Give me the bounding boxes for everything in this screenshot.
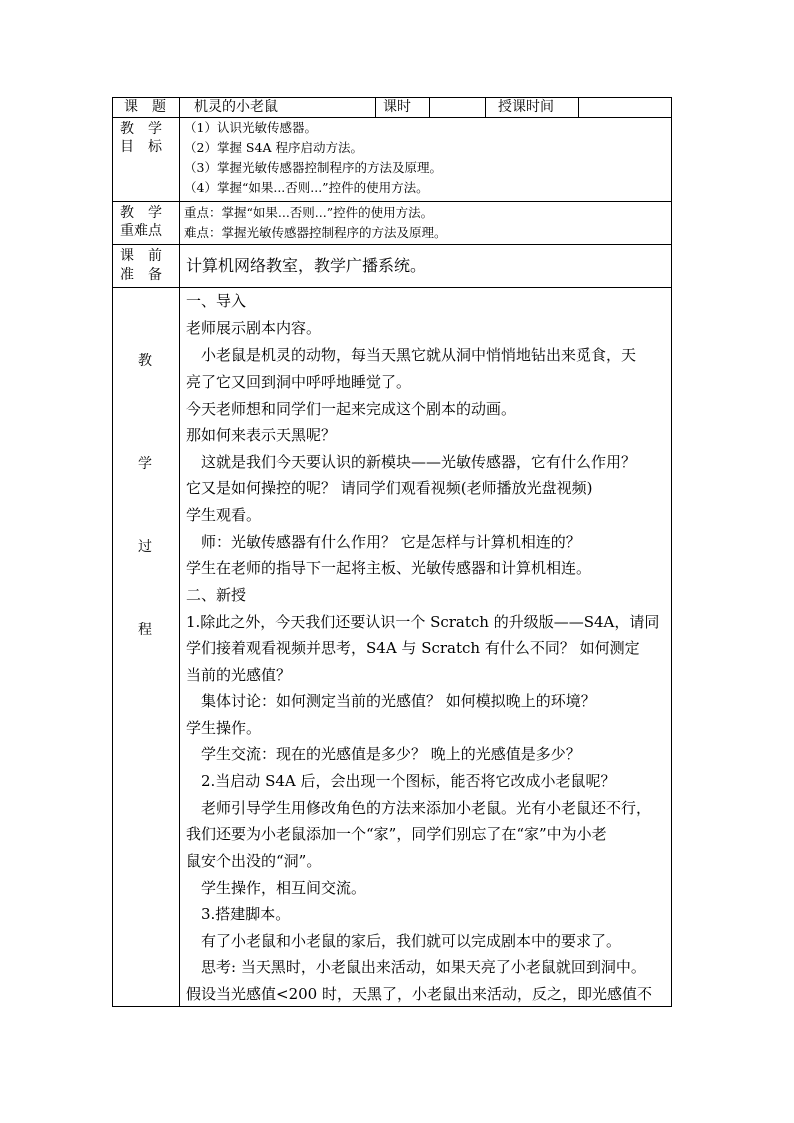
process-line: 学生操作，相互间交流。 bbox=[186, 879, 367, 897]
process-line: 今天老师想和同学们一起来完成这个剧本的动画。 bbox=[186, 400, 517, 418]
table-border-right bbox=[671, 97, 672, 1007]
preparation-label: 课 前 bbox=[120, 248, 162, 264]
process-line: 1.除此之外，今天我们还要认识一个 Scratch 的升级版——S4A，请同 bbox=[186, 613, 660, 631]
goals-label: 教 学 bbox=[120, 121, 162, 137]
hours-label: 课时 bbox=[383, 99, 411, 115]
keypoint-item: 难点：掌握光敏传感器控制程序的方法及原理。 bbox=[184, 225, 447, 240]
row-divider bbox=[112, 244, 672, 245]
process-label-char: 程 bbox=[138, 622, 152, 638]
goals-label: 目 标 bbox=[120, 139, 162, 155]
row-divider bbox=[112, 117, 672, 118]
topic-value: 机灵的小老鼠 bbox=[194, 99, 278, 115]
process-line: 我们还要为小老鼠添加一个“家”，同学们别忘了在“家”中为小老 bbox=[186, 825, 607, 843]
preparation-label: 准 备 bbox=[120, 267, 162, 283]
label-column-divider bbox=[179, 97, 180, 1007]
process-line: 集体讨论：如何测定当前的光感值？ 如何模拟晚上的环境？ bbox=[186, 692, 596, 710]
process-line: 亮了它又回到洞中呼呼地睡觉了。 bbox=[186, 373, 412, 391]
process-line: 小老鼠是机灵的动物，每当天黑它就从洞中悄悄地钻出来觅食，天 bbox=[186, 346, 637, 364]
process-line: 假设当光感值<200 时，天黑了，小老鼠出来活动，反之，即光感值不 bbox=[186, 985, 652, 1003]
keypoints-label: 重难点 bbox=[120, 223, 162, 239]
header-divider bbox=[485, 97, 486, 118]
goal-item: （2）掌握 S4A 程序启动方法。 bbox=[184, 140, 363, 155]
row-divider bbox=[112, 201, 672, 202]
process-label-char: 过 bbox=[138, 539, 152, 555]
process-line: 2.当启动 S4A 后，会出现一个图标，能否将它改成小老鼠呢？ bbox=[186, 772, 616, 790]
process-line: 思考: 当天黑时，小老鼠出来活动，如果天亮了小老鼠就回到洞中。 bbox=[186, 958, 646, 976]
process-line: 鼠安个出没的“洞”。 bbox=[186, 852, 322, 870]
table-border-top bbox=[112, 97, 672, 98]
header-divider bbox=[429, 97, 430, 118]
date-label: 授课时间 bbox=[498, 99, 554, 115]
lesson-plan-table bbox=[112, 97, 672, 1007]
preparation-text: 计算机网络教室，教学广播系统。 bbox=[186, 256, 427, 275]
process-line: 学生交流：现在的光感值是多少？ 晚上的光感值是多少？ bbox=[186, 745, 581, 763]
goal-item: （4）掌握“如果...否则...”控件的使用方法。 bbox=[184, 180, 429, 195]
process-line: 那如何来表示天黑呢？ bbox=[186, 426, 337, 444]
process-line: 有了小老鼠和小老鼠的家后，我们就可以完成剧本中的要求了。 bbox=[186, 932, 622, 950]
table-border-bottom bbox=[112, 1006, 672, 1007]
process-line: 当前的光感值？ bbox=[186, 666, 292, 684]
process-line: 师：光敏传感器有什么作用？ 它是怎样与计算机相连的？ bbox=[186, 533, 581, 551]
process-line: 老师引导学生用修改角色的方法来添加小老鼠。光有小老鼠还不行， bbox=[186, 799, 652, 817]
process-line: 一、导入 bbox=[186, 292, 247, 310]
process-line: 学生观看。 bbox=[186, 506, 262, 524]
process-line: 二、新授 bbox=[186, 586, 247, 604]
table-border-left bbox=[112, 97, 113, 1007]
header-divider bbox=[375, 97, 376, 118]
process-line: 学生在老师的指导下一起将主板、光敏传感器和计算机相连。 bbox=[186, 559, 592, 577]
process-label-char: 学 bbox=[138, 456, 152, 472]
process-line: 老师展示剧本内容。 bbox=[186, 319, 322, 337]
process-line: 3.搭建脚本。 bbox=[186, 905, 291, 923]
header-divider bbox=[578, 97, 579, 118]
process-line: 学们接着观看视频并思考，S4A 与 Scratch 有什么不同？ 如何测定 bbox=[186, 639, 640, 657]
goal-item: （3）掌握光敏传感器控制程序的方法及原理。 bbox=[184, 160, 442, 175]
topic-label: 课 题 bbox=[124, 99, 166, 115]
process-label-char: 教 bbox=[138, 353, 152, 369]
process-line: 学生操作。 bbox=[186, 719, 262, 737]
process-line: 它又是如何操控的呢？ 请同学们观看视频(老师播放光盘视频) bbox=[186, 479, 593, 497]
keypoints-label: 教 学 bbox=[120, 205, 162, 221]
goal-item: （1）认识光敏传感器。 bbox=[184, 120, 317, 135]
keypoint-item: 重点：掌握“如果...否则...”控件的使用方法。 bbox=[184, 205, 434, 220]
row-divider bbox=[112, 287, 672, 288]
process-line: 这就是我们今天要认识的新模块——光敏传感器，它有什么作用？ bbox=[186, 453, 637, 471]
